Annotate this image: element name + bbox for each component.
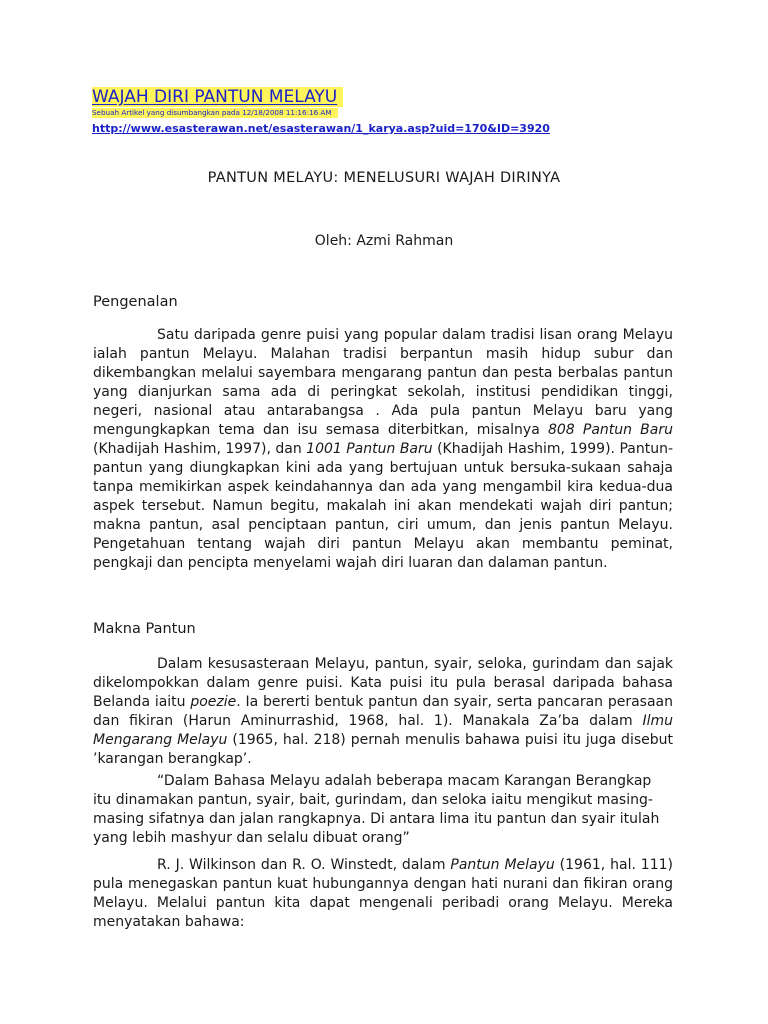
heading-pengenalan: Pengenalan: [93, 294, 178, 310]
intro-paragraph: Satu daripada genre puisi yang popular dalam tradisi lisan orang Melayu ialah pantun Melayu. Malahan tradisi berpantun masih hidup subur dan dikembangkan melalui sayembara mengarang pantun dan pesta berbalas pantun yang dianjurkan sama ada di peringkat sekolah, institusi pendidikan tinggi, negeri, nasional atau antarabangsa . Ada pula pantun Melayu baru yang mengungkapkan tema dan isu semasa diterbitkan, misalnya 808 Pantun Baru (Khadijah Hashim, 1997), dan 1001 Pantun Baru (Khadijah Hashim, 1999). Pantun-pantun yang diungkapkan kini ada yang bertujuan untuk bersuka-sukaan sahaja tanpa memikirkan aspek keindahannya dan ada yang mengambil kira kedua-dua aspek tersebut. Namun begitu, makalah ini akan mendekati wajah diri pantun; makna pantun, asal penciptaan pantun, ciri umum, dan jenis pantun Melayu. Pengetahuan tentang wajah diri pantun Melayu akan membantu peminat, pengkaji dan pencipta menyelami wajah diri luaran dan dalaman pantun.: [93, 327, 673, 571]
site-article-title: WAJAH DIRI PANTUN MELAYU: [92, 87, 343, 107]
source-url-link[interactable]: http://www.esasterawan.net/esasterawan/1_karya.asp?uid=170&ID=3920: [92, 122, 550, 135]
heading-makna-pantun: Makna Pantun: [93, 621, 196, 637]
wilkinson-paragraph: R. J. Wilkinson dan R. O. Winstedt, dalam Pantun Melayu (1961, hal. 111) pula menegaskan pantun kuat hubungannya dengan hati nurani dan fikiran orang Melayu. Melalui pantun kita dapat mengenali peribadi orang Melayu. Mereka menyatakan bahawa:: [93, 857, 673, 930]
makna-paragraph: Dalam kesusasteraan Melayu, pantun, syair, seloka, gurindam dan sajak dikelompokkan dalam genre puisi. Kata puisi itu pula berasal daripada bahasa Belanda iaitu poezie. Ia bererti bentuk pantun dan syair, serta pancaran perasaan dan fikiran (Harun Aminurrashid, 1968, hal. 1). Manakala Za’ba dalam Ilmu Mengarang Melayu (1965, hal. 218) pernah menulis bahawa puisi itu juga disebut ’karangan berangkap’.: [93, 656, 673, 767]
document-author: Oleh: Azmi Rahman: [314, 233, 454, 249]
site-article-subtitle: Sebuah Artikel yang disumbangkan pada 12/18/2008 11:16:16 AM: [92, 108, 338, 118]
document-title: PANTUN MELAYU: MENELUSURI WAJAH DIRINYA: [207, 170, 561, 186]
quote-paragraph: “Dalam Bahasa Melayu adalah beberapa macam Karangan Berangkap itu dinamakan pantun, syair, bait, gurindam, dan seloka iaitu mengikut masing-masing sifatnya dan jalan rangkapnya. Di antara lima itu pantun dan syair itulah yang lebih mashyur dan selalu dibuat orang”: [93, 773, 660, 846]
